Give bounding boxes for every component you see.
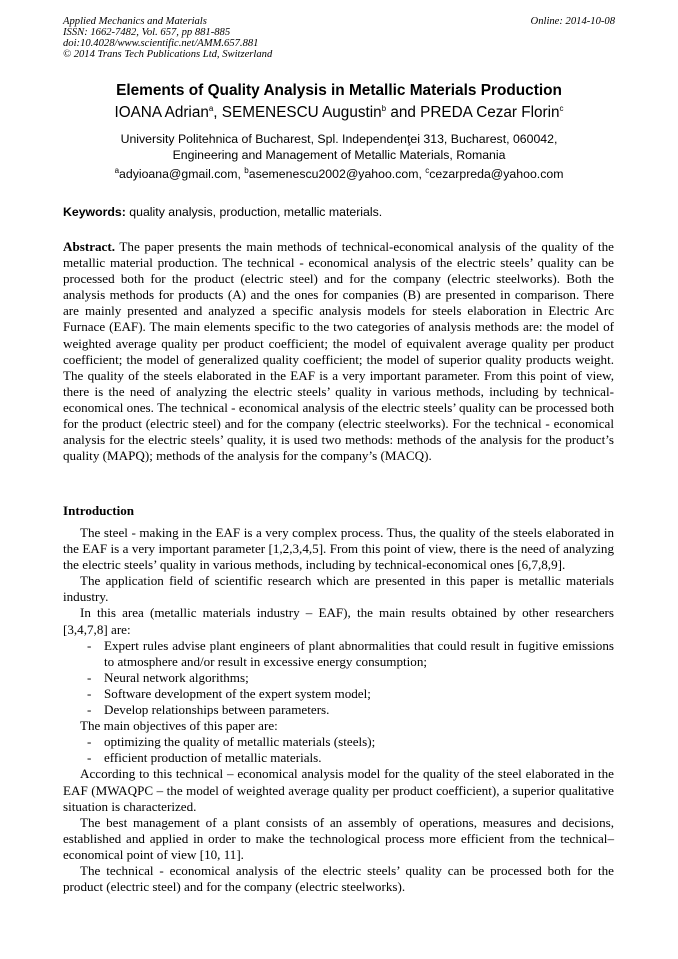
paragraph: The main objectives of this paper are:: [80, 718, 278, 734]
keywords: [63, 205, 382, 219]
introduction-heading: Introduction: [63, 503, 135, 518]
author-superscript: b: [381, 103, 387, 113]
list-item-text: Software development of the expert system model;: [104, 685, 371, 701]
online-date: Online: 2014-10-08: [530, 16, 615, 27]
list-item: [63, 702, 614, 718]
list-item: [63, 638, 614, 670]
objectives-list: [63, 734, 614, 766]
list-item-text: Neural network algorithms;: [104, 669, 249, 685]
author-superscript: a: [208, 103, 214, 113]
journal-header: [63, 16, 272, 60]
email-link[interactable]: cezarpreda@yahoo.com: [429, 167, 564, 181]
author-name: IOANA Adrian: [114, 104, 209, 121]
email-list: [0, 167, 678, 181]
keywords-text: quality analysis, production, metallic materials.: [125, 205, 383, 219]
abstract-text: The paper presents the main methods of technical-economical analysis of the quality of the metallic material production. The technical - economical analysis of the electric steels’ quality can be processed both for the product (electric steel) and for the company (electric steelworks). Both the analysis methods for products (A) and the ones for companies (B) are presented in comparison. There are mainly presented and analyzed a specific analysis models for steels elaboration in Electric Arc Furnace (EAF). The main elements specific to the two categories of analysis methods are: the model of weighted average quality per product coefficient; the model of equivalent average quality per product coefficient; the model of generalized quality coefficient; the model of superior quality products weight. The quality of the steels elaborated in the EAF is a very important parameter. From this point of view, there is the need of analyzing the electric steels’ quality in various methods, including by technical-economical ones. The technical - economical analysis of the electric steels’ quality can be processed both for the product (electric steel) and for the company (electric steelworks). For the technical - economical analysis for the electric steels’ quality, it is used two methods: methods of the analysis for the product’s quality (MAPQ); methods of the analysis for the company’s (MACQ).: [63, 239, 614, 464]
author-name: , SEMENESCU Augustin: [213, 104, 382, 121]
abstract-label: Abstract.: [63, 239, 115, 254]
abstract: [63, 239, 614, 464]
list-item-text: Develop relationships between parameters.: [104, 702, 330, 718]
paragraph: In this area (metallic materials industry – EAF), the main results obtained by other researchers [3,4,7,8] are:: [63, 605, 614, 637]
email-superscript: a: [114, 165, 120, 175]
paragraph: According to this technical – economical analysis model for the quality of the steel elaborated in the EAF (MWAQPC – the model of weighted average quality per product coefficient), a superior qualitative situation is characterized.: [63, 766, 614, 814]
affiliation: [0, 131, 678, 163]
dash-bullet: -: [87, 734, 92, 750]
keywords-label: Keywords:: [63, 205, 126, 219]
doi-link[interactable]: doi:10.4028/www.scientific.net/AMM.657.881: [63, 38, 259, 49]
dash-bullet: -: [87, 669, 92, 685]
paragraph: The technical - economical analysis of the electric steels’ quality can be processed both for the product (electric steel) and for the company (electric steelworks).: [63, 862, 614, 895]
email-link[interactable]: asemenescu2002@yahoo.com,: [248, 167, 426, 181]
list-item-text: Expert rules advise plant engineers of plant abnormalities that could result in fugitive emissions to atmosphere and/or result in excessive energy consumption;: [104, 637, 614, 669]
email-link[interactable]: adyioana@gmail.com,: [119, 167, 245, 181]
paragraph: The best management of a plant consists of an assembly of operations, measures and decisions, established and applied in order to make the technological process more efficient from the technical–economical point of view [10, 11].: [63, 814, 614, 862]
list-item-text: efficient production of metallic materials.: [104, 750, 322, 766]
list-item: [63, 670, 614, 686]
dash-bullet: -: [87, 637, 92, 653]
paper-title: Elements of Quality Analysis in Metallic Materials Production: [116, 82, 562, 99]
affiliation-line: University Politehnica of Bucharest, Spl. Independenţei 313, Bucharest, 060042,: [120, 132, 558, 146]
author-superscript: c: [559, 103, 564, 113]
author-name: and PREDA Cezar Florin: [386, 104, 560, 121]
introduction-body: [63, 525, 614, 895]
results-list: [63, 638, 614, 718]
copyright-line: © 2014 Trans Tech Publications Ltd, Switzerland: [63, 49, 273, 60]
email-superscript: b: [244, 165, 249, 175]
paragraph: The steel - making in the EAF is a very complex process. Thus, the quality of the steels elaborated in the EAF is a very important parameter [1,2,3,4,5]. From this point of view, there is the need of analyzing the electric steels’ quality in various methods, including by technical-economical ones [6,7,8,9].: [63, 525, 614, 573]
list-item: [63, 686, 614, 702]
email-superscript: c: [425, 165, 430, 175]
journal-name: Applied Mechanics and Materials: [63, 16, 207, 27]
dash-bullet: -: [87, 702, 92, 718]
list-item: [63, 750, 614, 766]
list-item: [63, 734, 614, 750]
dash-bullet: -: [87, 750, 92, 766]
list-item-text: optimizing the quality of metallic materials (steels);: [104, 734, 376, 750]
issn-line: ISSN: 1662-7482, Vol. 657, pp 881-885: [63, 27, 231, 38]
dash-bullet: -: [87, 685, 92, 701]
author-list: [0, 104, 678, 122]
affiliation-line: Engineering and Management of Metallic Materials, Romania: [172, 148, 506, 162]
paragraph: The application field of scientific research which are presented in this paper is metallic materials industry.: [63, 573, 614, 605]
